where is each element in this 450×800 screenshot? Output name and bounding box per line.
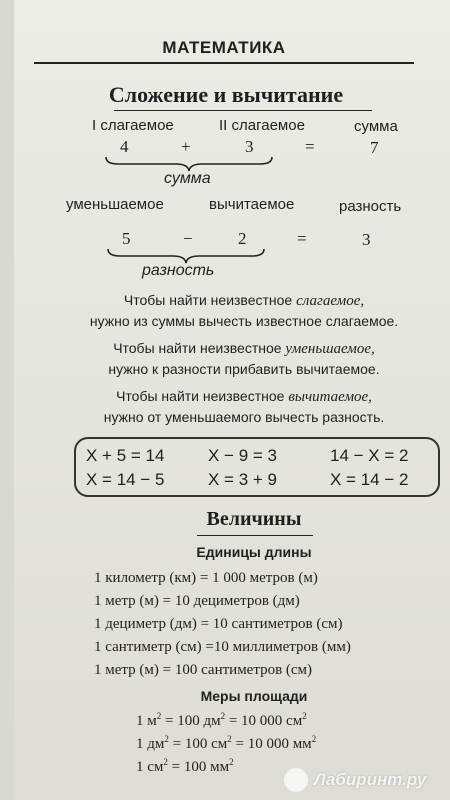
rule-text: Чтобы найти неизвестное bbox=[113, 340, 286, 356]
rule-term: уменьшаемое, bbox=[285, 341, 375, 357]
area-exponent: 2 bbox=[156, 711, 162, 721]
sum-brace-label: сумма bbox=[164, 170, 211, 187]
section-title-quantities: Величины bbox=[206, 508, 302, 530]
area-line bbox=[136, 757, 234, 776]
difference-value: 3 bbox=[362, 230, 371, 249]
watermark-logo-icon bbox=[284, 768, 308, 792]
minuend-value: 5 bbox=[122, 229, 131, 248]
difference-brace-label: разность bbox=[142, 262, 215, 279]
equation: X + 5 = 14 bbox=[86, 446, 165, 465]
area-units-heading: Меры площади bbox=[200, 688, 308, 704]
area-exponent: 2 bbox=[164, 734, 169, 744]
rule-text: Чтобы найти неизвестное bbox=[116, 388, 289, 404]
rule-text: нужно к разности прибавить вычитаемое. bbox=[108, 361, 380, 377]
section-underline bbox=[197, 535, 313, 536]
area-text: 1 дм bbox=[136, 736, 165, 752]
area-exponent: 2 bbox=[227, 734, 232, 744]
section-title-addition-subtraction: Сложение и вычитание bbox=[108, 82, 344, 107]
area-exponent: 2 bbox=[229, 757, 234, 767]
title-underline bbox=[114, 110, 372, 111]
rule-term: слагаемое, bbox=[296, 293, 365, 309]
equals-sign: = bbox=[305, 137, 315, 156]
area-exponent: 2 bbox=[311, 734, 317, 744]
rule-text: Чтобы найти неизвестное bbox=[123, 292, 297, 308]
watermark: Лабиринт.ру bbox=[314, 770, 427, 789]
equation: X − 9 = 3 bbox=[208, 446, 277, 465]
area-text: = 100 см bbox=[168, 736, 228, 752]
rules-block bbox=[54, 290, 434, 434]
header-divider bbox=[34, 62, 414, 64]
length-line: 1 дециметр (дм) = 10 сантиметров (см) bbox=[94, 616, 343, 632]
area-text: 1 м bbox=[136, 713, 157, 729]
equals-sign-2: = bbox=[297, 229, 307, 248]
minus-sign: − bbox=[183, 229, 193, 248]
length-units-heading: Единицы длины bbox=[196, 544, 312, 560]
area-line bbox=[136, 734, 316, 753]
area-text: = 10 000 мм bbox=[231, 736, 312, 752]
area-text: = 100 дм bbox=[161, 713, 221, 729]
area-exponent: 2 bbox=[302, 711, 307, 721]
rule-text: нужно из суммы вычесть известное слагаемое. bbox=[89, 313, 399, 329]
subtrahend-value: 2 bbox=[238, 229, 247, 248]
difference-label: разность bbox=[339, 198, 402, 215]
addend1-label: I слагаемое bbox=[92, 117, 174, 134]
length-line: 1 метр (м) = 100 сантиметров (см) bbox=[94, 662, 313, 678]
area-exponent: 2 bbox=[220, 711, 226, 721]
subject-header: МАТЕМАТИКА bbox=[162, 38, 286, 57]
rule-text: нужно от уменьшаемого вычесть разность. bbox=[103, 409, 385, 425]
rule-minuend bbox=[54, 338, 434, 379]
equation: 14 − X = 2 bbox=[330, 446, 409, 465]
length-line: 1 сантиметр (см) =10 миллиметров (мм) bbox=[94, 639, 351, 655]
minuend-label: уменьшаемое bbox=[66, 196, 164, 213]
sum-value: 7 bbox=[370, 138, 379, 157]
plus-sign: + bbox=[181, 137, 191, 156]
area-exponent: 2 bbox=[163, 757, 168, 767]
equations-box bbox=[74, 437, 440, 497]
equation: X = 14 − 2 bbox=[330, 470, 409, 489]
sum-label: сумма bbox=[354, 118, 398, 135]
addend1-value: 4 bbox=[120, 137, 129, 156]
area-text: 1 см bbox=[136, 759, 164, 775]
rule-subtrahend bbox=[54, 386, 434, 427]
area-line bbox=[136, 711, 307, 730]
addend2-label: II слагаемое bbox=[219, 117, 305, 134]
rule-addend bbox=[54, 290, 434, 331]
length-line: 1 метр (м) = 10 дециметров (дм) bbox=[94, 593, 300, 609]
area-text: = 10 000 см bbox=[225, 713, 303, 729]
addend2-value: 3 bbox=[245, 137, 254, 156]
rule-term: вычитаемое, bbox=[288, 389, 372, 405]
equation: X = 14 − 5 bbox=[86, 470, 165, 489]
subtrahend-label: вычитаемое bbox=[209, 196, 295, 213]
area-text: = 100 мм bbox=[167, 759, 230, 775]
length-line: 1 километр (км) = 1 000 метров (м) bbox=[94, 570, 318, 586]
book-page bbox=[14, 0, 450, 800]
equation: X = 3 + 9 bbox=[208, 470, 277, 489]
